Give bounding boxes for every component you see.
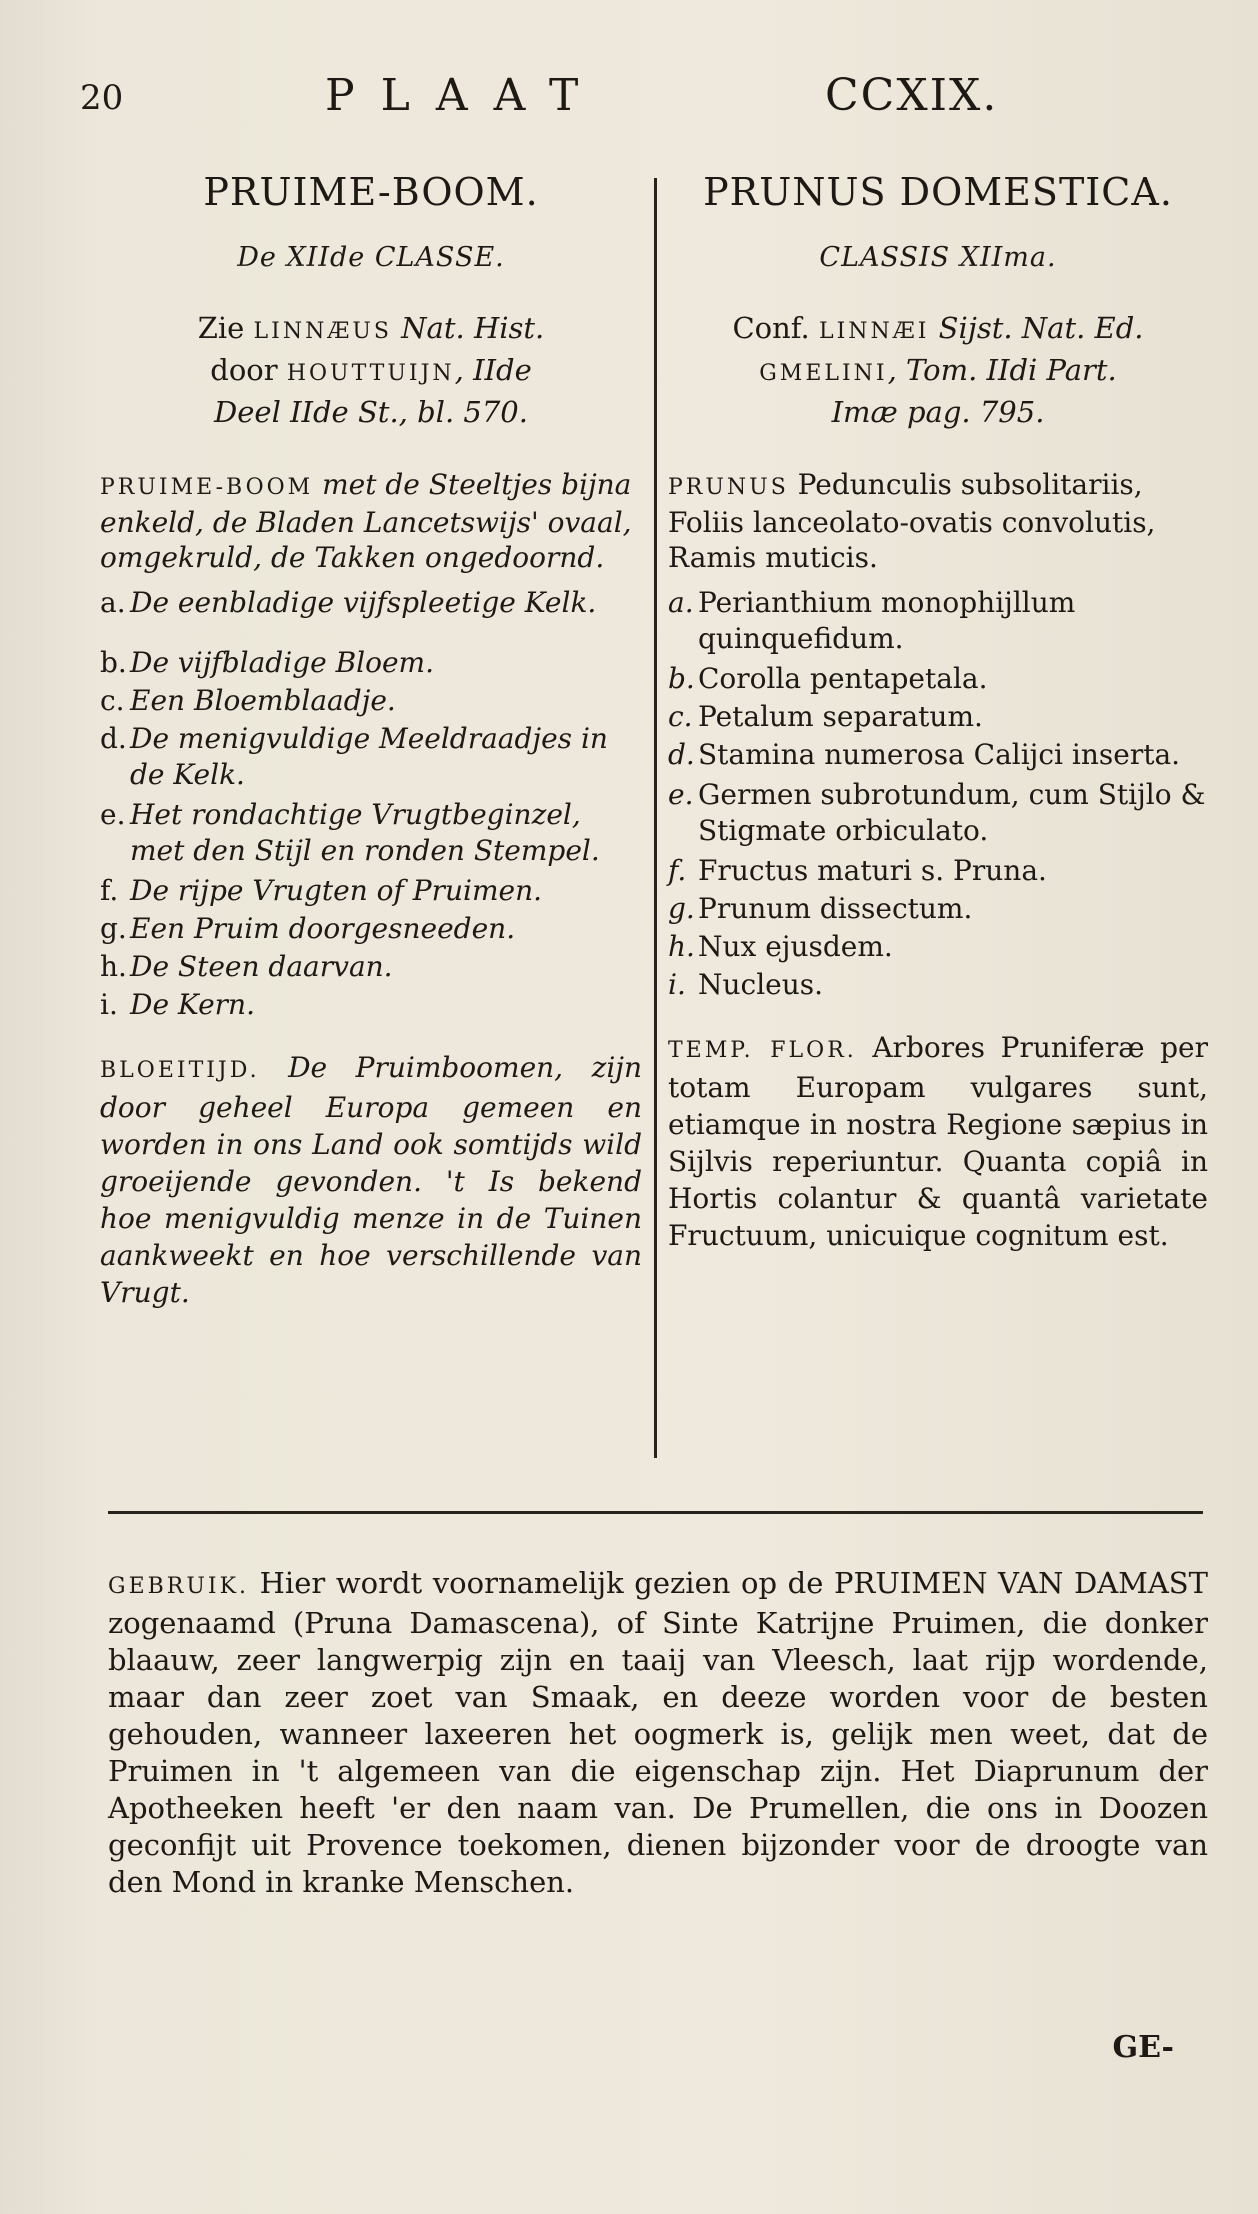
- dutch-column: [100, 170, 642, 1311]
- usage-text: Hier wordt voornamelijk gezien op de PRUIMEN VAN DAMAST zogenaamd (Pruna Damascena), of Sinte Katrijne Pruimen, die donker blaauw, zeer langwerpig zijn en taaij van Vleesch, laat rijp wordende, maar dan zeer zoet van Smaak, en deeze worden voor de besten gehouden, wanneer laxeeren het oogmerk is, gelijk men weet, dat de Pruimen in 't algemeen van die eigenschap zijn. Het Diaprunum der Apotheeken heeft 'er den naam van. De Prumellen, die ons in Doozen geconfijt uit Provence toekomen, dienen bijzonder voor de droogte van den Mond in kranke Menschen.: [108, 1566, 1208, 1899]
- item-text: Een Bloemblaadje.: [130, 684, 396, 717]
- item-text: De menigvuldige Meeldraadjes in de Kelk.: [130, 722, 608, 791]
- list-item: [668, 891, 1208, 927]
- list-item: [100, 911, 642, 947]
- list-item: [100, 721, 642, 793]
- ref-work: , Tom. IIdi Part.: [887, 353, 1117, 387]
- dutch-title: PRUIME-BOOM.: [203, 170, 539, 214]
- list-item: [100, 797, 642, 869]
- list-item: [668, 585, 1208, 657]
- page-header: [80, 70, 1188, 130]
- list-item: [668, 967, 1208, 1003]
- list-item: [668, 929, 1208, 965]
- ref-author: LINNÆI: [818, 319, 930, 344]
- list-item: [100, 683, 642, 719]
- item-text: Prunum dissectum.: [698, 892, 973, 925]
- item-letter: d.: [100, 722, 127, 755]
- catchword: GE-: [1112, 2030, 1174, 2065]
- item-text: Corolla pentapetala.: [698, 662, 988, 695]
- item-letter: a.: [668, 586, 694, 619]
- usage-lead: GEBRUIK.: [108, 1574, 250, 1599]
- latin-reference: [668, 309, 1208, 431]
- section-rule: [108, 1511, 1203, 1514]
- bloeitijd-lead: BLOEITIJD.: [100, 1058, 260, 1083]
- temp-flor-text: Arbores Pruniferæ per totam Europam vulgares sunt, etiamque in nostra Regione sæpius in Sijlvis reperiuntur. Quanta copiâ in Hortis colantur & quantâ varietate Fructuum, unicuique cognitum est.: [668, 1031, 1208, 1252]
- ref-page: Deel IIde St., bl. 570.: [214, 395, 528, 429]
- column-divider: [654, 178, 657, 1458]
- usage-paragraph: [108, 1565, 1208, 1901]
- ref-text: Zie: [197, 311, 254, 345]
- latin-description: [668, 467, 1208, 575]
- plate-number: CCXIX.: [825, 70, 999, 121]
- spacer: [100, 623, 642, 645]
- item-letter: e.: [668, 778, 694, 811]
- list-item: [100, 585, 642, 621]
- list-item: [100, 987, 642, 1023]
- item-letter: c.: [668, 700, 693, 733]
- item-letter: e.: [100, 798, 126, 831]
- item-text: Nux ejusdem.: [698, 930, 893, 963]
- dutch-figure-list: [100, 585, 642, 1023]
- item-letter: f.: [668, 854, 687, 887]
- item-letter: b.: [100, 646, 127, 679]
- item-letter: g.: [668, 892, 695, 925]
- ref-text: Conf.: [732, 311, 819, 345]
- list-item: [100, 645, 642, 681]
- list-item: [100, 873, 642, 909]
- item-text: De eenbladige vijfspleetige Kelk.: [130, 586, 597, 619]
- latin-class-line: CLASSIS XIIma.: [819, 242, 1057, 273]
- item-letter: h.: [668, 930, 695, 963]
- item-letter: c.: [100, 684, 125, 717]
- list-item: [668, 853, 1208, 889]
- latin-title: PRUNUS DOMESTICA.: [703, 170, 1173, 214]
- item-letter: g.: [100, 912, 127, 945]
- ref-work: , IIde: [454, 353, 532, 387]
- list-item: [668, 777, 1208, 849]
- item-letter: d.: [668, 738, 695, 771]
- dutch-description: [100, 467, 642, 575]
- item-letter: b.: [668, 662, 695, 695]
- item-text: De vijfbladige Bloem.: [130, 646, 434, 679]
- item-text: De Steen daarvan.: [130, 950, 393, 983]
- latin-figure-list: [668, 585, 1208, 1003]
- page-number: 20: [80, 78, 124, 118]
- temp-flor-lead: TEMP. FLOR.: [668, 1038, 857, 1063]
- item-text: Nucleus.: [698, 968, 824, 1001]
- ref-author: GMELINI: [759, 361, 888, 386]
- list-item: [100, 949, 642, 985]
- item-letter: i.: [668, 968, 686, 1001]
- ref-author: HOUTTUIJN: [286, 361, 455, 386]
- item-text: Germen subrotundum, cum Stijlo & Stigmate orbiculato.: [698, 778, 1206, 847]
- item-text: Petalum separatum.: [698, 700, 983, 733]
- ref-work: Sijst. Nat. Ed.: [929, 311, 1144, 345]
- dutch-class-line: De XIIde CLASSE.: [237, 242, 505, 273]
- description-text: met de Steeltjes bijna enkeld, de Bladen Lancetswijs' ovaal, omgekruld, de Takken ongedoornd.: [100, 468, 632, 574]
- dutch-reference: [100, 309, 642, 431]
- bloeitijd-text: De Pruimboomen, zijn door geheel Europa gemeen en worden in ons Land ook somtijds wild groeijende gevonden. 't Is bekend hoe menigvuldig menze in de Tuinen aankweekt en hoe verschillende van Vrugt.: [100, 1051, 642, 1309]
- description-lead: PRUIME-BOOM: [100, 475, 314, 500]
- item-text: Fructus maturi s. Pruna.: [698, 854, 1047, 887]
- description-lead: PRUNUS: [668, 475, 789, 500]
- ref-work: Nat. Hist.: [391, 311, 545, 345]
- item-text: De rijpe Vrugten of Pruimen.: [130, 874, 543, 907]
- list-item: [668, 699, 1208, 735]
- header-title: PLAAT: [325, 70, 605, 121]
- item-text: Het rondachtige Vrugtbeginzel, met den Stijl en ronden Stempel.: [130, 798, 600, 867]
- item-letter: f.: [100, 874, 119, 907]
- ref-author: LINNÆUS: [253, 319, 392, 344]
- ref-page: Imæ pag. 795.: [831, 395, 1045, 429]
- item-letter: h.: [100, 950, 127, 983]
- list-item: [668, 661, 1208, 697]
- item-letter: i.: [100, 988, 118, 1021]
- ref-text: door: [210, 353, 287, 387]
- item-text: Stamina numerosa Calijci inserta.: [698, 738, 1181, 771]
- item-letter: a.: [100, 586, 126, 619]
- latin-column: [668, 170, 1208, 1254]
- item-text: Perianthium monophijllum quinquefidum.: [698, 586, 1076, 655]
- temp-flor-paragraph: [668, 1029, 1208, 1254]
- item-text: De Kern.: [130, 988, 255, 1021]
- bloeitijd-paragraph: [100, 1049, 642, 1311]
- list-item: [668, 737, 1208, 773]
- description-text: Pedunculis subsolitariis, Foliis lanceolato-ovatis convolutis, Ramis muticis.: [668, 468, 1156, 574]
- item-text: Een Pruim doorgesneeden.: [130, 912, 516, 945]
